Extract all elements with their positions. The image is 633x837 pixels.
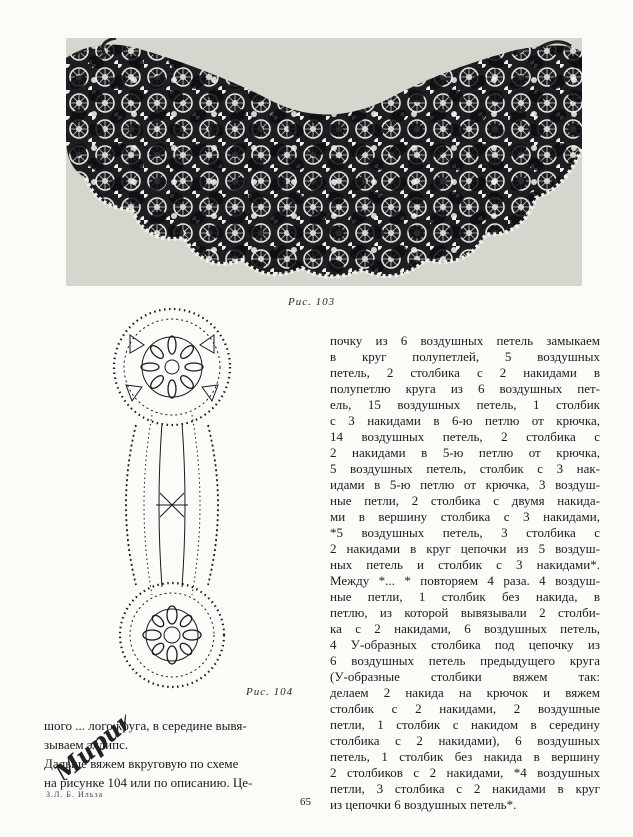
crochet-diagram	[96, 305, 248, 690]
text-line: (У-образные столбики вяжем так:	[330, 669, 600, 684]
text-line: столбика с 2 накидами), 6 воздушных	[330, 733, 600, 748]
text-line: 2 столбиков с 2 накидами, *4 воздушных	[330, 765, 600, 780]
text-line: ель, 15 воздушных петель, 1 столбик	[330, 397, 600, 412]
text-line: петель, 1 столбик без накида в вершину	[330, 749, 600, 764]
text-line: с 3 накидами в 6-ю петлю от крючка,	[330, 413, 600, 428]
watermark-signature	[36, 700, 126, 780]
page-number: 65	[300, 796, 311, 808]
collar-illustration	[66, 38, 582, 286]
text-line: ные петли, 2 столбика с двумя накида-	[330, 493, 600, 508]
text-line: ми в вершину столбика с 3 накидами,	[330, 509, 600, 524]
text-line: 14 воздушных петель, 2 столбика с	[330, 429, 600, 444]
text-line: петли, 1 столбик с накидом в середину	[330, 717, 600, 732]
text-line: *5 воздушных петель, 3 столбика с	[330, 525, 600, 540]
footer-imprint: З.Л. Б. Ильза	[46, 790, 104, 799]
text-line: зываем эллипс.	[44, 737, 129, 752]
text-line: 2 накидами в круг цепочки из 5 воздуш-	[330, 541, 600, 556]
text-line: петлю, из которой вывязывали 2 столби-	[330, 605, 600, 620]
text-line: почку из 6 воздушных петель замыкаем	[330, 333, 600, 348]
text-line: 2 накидами в 5-ю петлю от крючка,	[330, 445, 600, 460]
text-line: столбик с 2 накидами, 2 воздушные	[330, 701, 600, 716]
text-line: из цепочки 6 воздушных петель*.	[330, 797, 517, 812]
text-line: петель, 2 столбика с 2 накидами в	[330, 365, 600, 380]
text-line: шого ... лого круга, в середине вывя-	[44, 718, 247, 733]
text-line: ные петли, 1 столбик без накида, в	[330, 589, 600, 604]
text-line: Дальше вяжем вкруговую по схеме	[44, 756, 239, 771]
text-line: 6 воздушных петель предыдущего круга	[330, 653, 600, 668]
text-line: ка с 2 накидами, 6 воздушных петель,	[330, 621, 600, 636]
text-line: на рисунке 104 или по описанию. Це-	[44, 775, 253, 790]
photo-caption: Рис. 103	[288, 296, 336, 308]
text-line: 5 воздушных петель, столбик с 3 нак-	[330, 461, 600, 476]
stitch-chart	[96, 305, 248, 690]
text-line: Между *... * повторяем 4 раза. 4 воздуш-	[330, 573, 600, 588]
text-line: в круг полупетлей, 5 воздушных	[330, 349, 600, 364]
diagram-caption: Рис. 104	[246, 686, 294, 698]
signature-icon	[36, 700, 126, 780]
svg-text:Мирик: Мирик	[48, 704, 126, 780]
collar-photo	[66, 38, 582, 286]
text-line: 4 У-образных столбика под цепочку из	[330, 637, 600, 652]
text-line: делаем 2 накида на крючок и вяжем	[330, 685, 600, 700]
text-line: ных петель и столбик с 3 накидами*.	[330, 557, 600, 572]
text-line: полупетлю круга из 6 воздушных пет-	[330, 381, 600, 396]
text-line: идами в 5-ю петлю от крючка, 3 воздуш-	[330, 477, 600, 492]
right-text-column	[330, 333, 600, 813]
text-line: петли, 3 столбика с 2 накидами в круг	[330, 781, 600, 796]
